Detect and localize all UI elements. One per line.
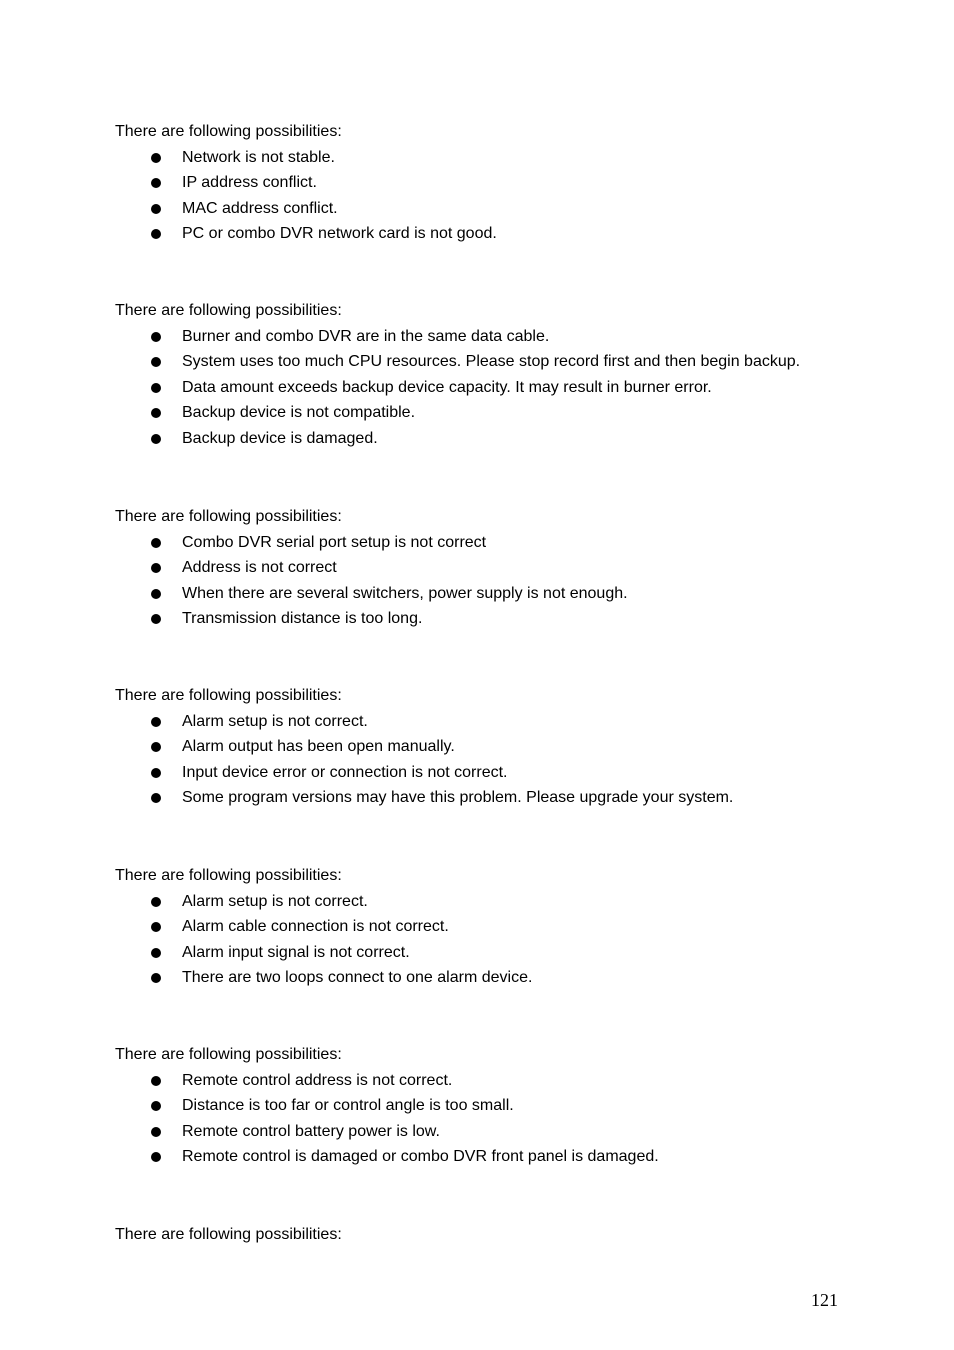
bullet-icon <box>151 1101 161 1111</box>
list-item <box>115 1119 875 1145</box>
bullet-icon <box>151 768 161 778</box>
section-serial-port <box>115 504 875 632</box>
list-item <box>115 1144 875 1170</box>
bullet-icon <box>151 793 161 803</box>
list-item <box>115 709 875 735</box>
list-item-text: Combo DVR serial port setup is not correct <box>182 533 487 551</box>
list-item <box>115 734 875 760</box>
list-item-text: System uses too much CPU resources. Please stop record first and then begin backup. <box>182 353 801 371</box>
list-item <box>115 1093 875 1119</box>
list-item-text: Burner and combo DVR are in the same data cable. <box>182 327 550 345</box>
section-intro: There are following possibilities: <box>115 302 342 319</box>
bullet-icon <box>151 742 161 752</box>
list-item <box>115 375 875 401</box>
section-intro: There are following possibilities: <box>115 1046 342 1063</box>
section-remote-control <box>115 1042 875 1170</box>
list-item <box>115 555 875 581</box>
list-item-text: Alarm cable connection is not correct. <box>182 918 449 936</box>
bullet-list <box>115 324 875 452</box>
bullet-icon <box>151 178 161 188</box>
bullet-icon <box>151 897 161 907</box>
list-item <box>115 349 875 375</box>
page-number: 121 <box>811 1290 838 1310</box>
bullet-list <box>115 530 875 632</box>
list-item-text: Remote control address is not correct. <box>182 1071 453 1089</box>
list-item-text: Data amount exceeds backup device capacity. It may result in burner error. <box>182 378 712 396</box>
list-item <box>115 196 875 222</box>
bullet-icon <box>151 922 161 932</box>
bullet-icon <box>151 563 161 573</box>
bullet-list <box>115 889 875 991</box>
bullet-icon <box>151 1152 161 1162</box>
bullet-icon <box>151 1127 161 1137</box>
list-item-text: Address is not correct <box>182 559 337 577</box>
list-item-text: There are two loops connect to one alarm device. <box>182 969 533 987</box>
section-backup <box>115 298 875 452</box>
list-item-text: Remote control is damaged or combo DVR front panel is damaged. <box>182 1148 659 1166</box>
list-item-text: Alarm setup is not correct. <box>182 712 368 730</box>
bullet-icon <box>151 153 161 163</box>
list-item-text: Some program versions may have this problem. Please upgrade your system. <box>182 789 734 807</box>
list-item <box>115 581 875 607</box>
list-item <box>115 965 875 991</box>
list-item <box>115 426 875 452</box>
list-item <box>115 221 875 247</box>
bullet-icon <box>151 614 161 624</box>
bullet-list <box>115 145 875 247</box>
bullet-icon <box>151 229 161 239</box>
bullet-icon <box>151 408 161 418</box>
list-item-text: Alarm setup is not correct. <box>182 892 368 910</box>
list-item <box>115 760 875 786</box>
section-intro: There are following possibilities: <box>115 1226 342 1243</box>
list-item <box>115 606 875 632</box>
bullet-icon <box>151 357 161 367</box>
list-item-text: Input device error or connection is not correct. <box>182 763 508 781</box>
list-item <box>115 940 875 966</box>
list-item-text: IP address conflict. <box>182 174 317 192</box>
list-item-text: Remote control battery power is low. <box>182 1122 440 1140</box>
bullet-icon <box>151 434 161 444</box>
bullet-icon <box>151 948 161 958</box>
list-item-text: Transmission distance is too long. <box>182 610 423 628</box>
list-item <box>115 889 875 915</box>
bullet-icon <box>151 717 161 727</box>
bullet-icon <box>151 589 161 599</box>
list-item <box>115 530 875 556</box>
list-item-text: Alarm output has been open manually. <box>182 738 455 756</box>
section-intro: There are following possibilities: <box>115 687 342 704</box>
section-intro: There are following possibilities: <box>115 867 342 884</box>
bullet-icon <box>151 383 161 393</box>
list-item-text: Backup device is not compatible. <box>182 404 416 422</box>
list-item-text: Distance is too far or control angle is too small. <box>182 1097 514 1115</box>
section-intro: There are following possibilities: <box>115 123 342 140</box>
list-item-text: Alarm input signal is not correct. <box>182 943 410 961</box>
bullet-list <box>115 709 875 811</box>
section-intro: There are following possibilities: <box>115 508 342 525</box>
list-item-text: Network is not stable. <box>182 148 335 166</box>
list-item-text: Backup device is damaged. <box>182 429 378 447</box>
bullet-list <box>115 1068 875 1170</box>
list-item <box>115 145 875 171</box>
section-alarm-output <box>115 683 875 811</box>
section-alarm-input <box>115 863 875 991</box>
bullet-icon <box>151 1076 161 1086</box>
bullet-icon <box>151 538 161 548</box>
list-item <box>115 400 875 426</box>
bullet-icon <box>151 204 161 214</box>
section-network <box>115 119 875 247</box>
list-item <box>115 1068 875 1094</box>
list-item <box>115 170 875 196</box>
list-item <box>115 914 875 940</box>
bullet-icon <box>151 332 161 342</box>
bullet-icon <box>151 973 161 983</box>
list-item-text: MAC address conflict. <box>182 199 338 217</box>
section-final <box>115 1222 875 1248</box>
list-item-text: PC or combo DVR network card is not good. <box>182 225 497 243</box>
list-item-text: When there are several switchers, power supply is not enough. <box>182 584 628 602</box>
list-item <box>115 324 875 350</box>
list-item <box>115 785 875 811</box>
